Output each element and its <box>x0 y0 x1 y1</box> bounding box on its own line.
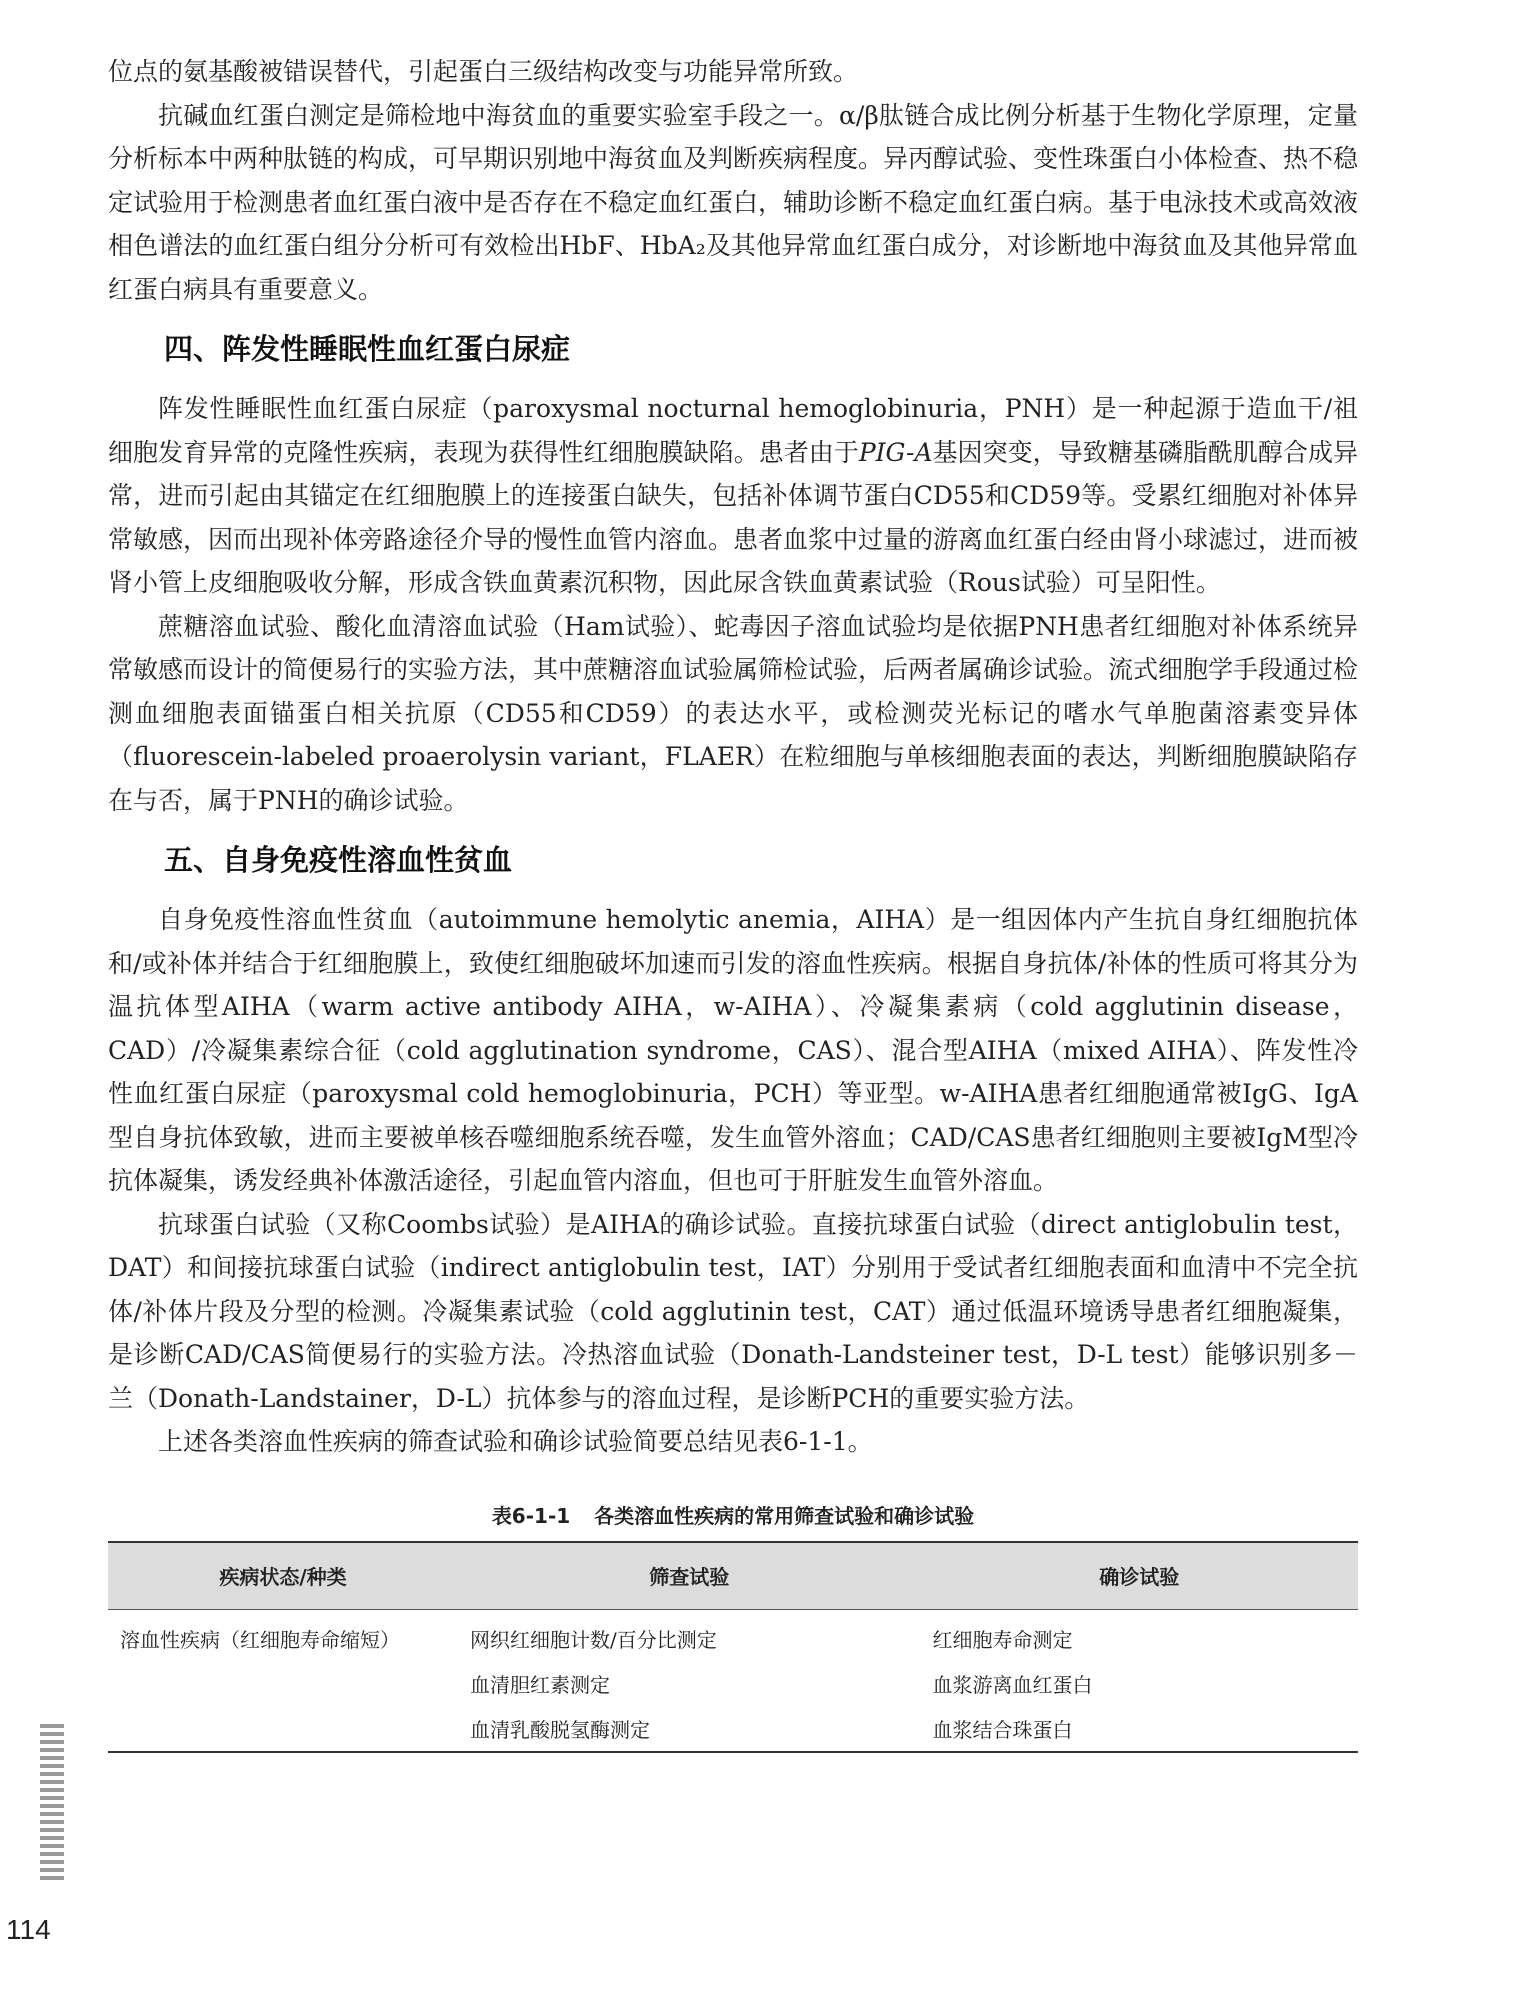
table-cell: 血浆游离血红蛋白 <box>932 1672 1093 1697</box>
table-cell: 红细胞寿命测定 <box>932 1627 1073 1652</box>
paragraph-text: 阵发性睡眠性血红蛋白尿症（paroxysmal nocturnal hemoglobinuria，PNH）是一种起源于造血干/祖细胞发育异常的克隆性疾病，表现为获得性红细胞膜缺陷。患者由于 <box>108 394 1358 467</box>
summary-table <box>108 1541 1358 1753</box>
table-row <box>108 1706 1358 1752</box>
paragraph: 位点的氨基酸被错误替代，引起蛋白三级结构改变与功能异常所致。 <box>108 57 859 86</box>
table-header: 疾病状态/种类 <box>108 1542 458 1610</box>
table-cell: 血清胆红素测定 <box>470 1672 610 1697</box>
section-heading: 四、阵发性睡眠性血红蛋白尿症 <box>164 332 571 366</box>
table-cell <box>108 1661 458 1706</box>
table-caption <box>108 1500 1358 1529</box>
table-number: 表6-1-1 <box>491 1503 571 1528</box>
paragraph: 抗碱血红蛋白测定是筛检地中海贫血的重要实验室手段之一。α/β肽链合成比例分析基于生物化学原理，定量分析标本中两种肽链的构成，可早期识别地中海贫血及判断疾病程度。异丙醇试验、变性珠蛋白小体检查、热不稳定试验用于检测患者血红蛋白液中是否存在不稳定血红蛋白，辅助诊断不稳定血红蛋白病。基于电泳技术或高效液相色谱法的血红蛋白组分分析可有效检出HbF、HbA₂及其他异常血红蛋白成分，对诊断地中海贫血及其他异常血红蛋白病具有重要意义。 <box>108 100 1359 304</box>
paragraph: 自身免疫性溶血性贫血（autoimmune hemolytic anemia，AIHA）是一组因体内产生抗自身红细胞抗体和/或补体并结合于红细胞膜上，致使红细胞破坏加速而引发的溶血性疾病。根据自身抗体/补体的性质可将其分为温抗体型AIHA（warm active antibody AIHA，w-AIHA）、冷凝集素病（cold agglutinin disease，CAD）/冷凝集素综合征（cold agglutination syndrome，CAS）、混合型AIHA（mixed AIHA）、阵发性冷性血红蛋白尿症（paroxysmal cold hemoglobinuria，PCH）等亚型。w-AIHA患者红细胞通常被IgG、IgA型自身抗体致敏，进而主要被单核吞噬细胞系统吞噬，发生血管外溶血；CAD/CAS患者红细胞则主要被IgM型冷抗体凝集，诱发经典补体激活途径，引起血管内溶血，但也可于肝脏发生血管外溶血。 <box>108 905 1358 1195</box>
paragraph: 抗球蛋白试验（又称Coombs试验）是AIHA的确诊试验。直接抗球蛋白试验（direct antiglobulin test，DAT）和间接抗球蛋白试验（indirect antiglobulin test，IAT）分别用于受试者红细胞表面和血清中不完全抗体/补体片段及分型的检测。冷凝集素试验（cold agglutinin test，CAT）通过低温环境诱导患者红细胞凝集，是诊断CAD/CAS简便易行的实验方法。冷热溶血试验（Donath-Landsteiner test，D-L test）能够识别多－兰（Donath-Landstainer，D-L）抗体参与的溶血过程，是诊断PCH的重要实验方法。 <box>108 1209 1358 1413</box>
page-content <box>108 50 1358 1753</box>
table-cell: 血浆结合珠蛋白 <box>921 1706 1359 1752</box>
paragraph-text: 基因突变，导致糖基磷脂酰肌醇合成异常，进而引起由其锚定在红细胞膜上的连接蛋白缺失，包括补体调节蛋白CD55和CD59等。受累红细胞对补体异常敏感，因而出现补体旁路途径介导的慢性血管内溶血。患者血浆中过量的游离血红蛋白经由肾小球滤过，进而被肾小管上皮细胞吸收分解，形成含铁血黄素沉积物，因此尿含铁血黄素试验（Rous试验）可呈阳性。 <box>108 437 1359 597</box>
table-header-row <box>108 1542 1358 1610</box>
page-number: 114 <box>6 1914 51 1945</box>
page-edge-marks <box>40 1724 64 1880</box>
section-heading: 五、自身免疫性溶血性贫血 <box>164 843 513 877</box>
table-cell: 血清乳酸脱氢酶测定 <box>458 1706 921 1752</box>
paragraph <box>108 387 1358 605</box>
gene-name: PIG-A <box>858 437 933 467</box>
table-header: 筛查试验 <box>458 1542 921 1610</box>
table-cell: 网织红细胞计数/百分比测定 <box>470 1627 717 1652</box>
table-cell <box>108 1706 458 1752</box>
table-header: 确诊试验 <box>921 1542 1359 1610</box>
table-title: 各类溶血性疾病的常用筛查试验和确诊试验 <box>594 1503 975 1528</box>
paragraph: 蔗糖溶血试验、酸化血清溶血试验（Ham试验）、蛇毒因子溶血试验均是依据PNH患者红细胞对补体系统异常敏感而设计的简便易行的实验方法，其中蔗糖溶血试验属筛检试验，后两者属确诊试验。流式细胞学手段通过检测血细胞表面锚蛋白相关抗原（CD55和CD59）的表达水平，或检测荧光标记的嗜水气单胞菌溶素变异体（fluorescein-labeled proaerolysin variant，FLAER）在粒细胞与单核细胞表面的表达，判断细胞膜缺陷存在与否，属于PNH的确诊试验。 <box>108 611 1359 815</box>
paragraph: 上述各类溶血性疾病的筛查试验和确诊试验简要总结见表6-1-1。 <box>158 1427 873 1456</box>
table-row <box>108 1661 1358 1706</box>
table-row <box>108 1609 1358 1661</box>
table-cell: 溶血性疾病（红细胞寿命缩短） <box>120 1627 400 1652</box>
